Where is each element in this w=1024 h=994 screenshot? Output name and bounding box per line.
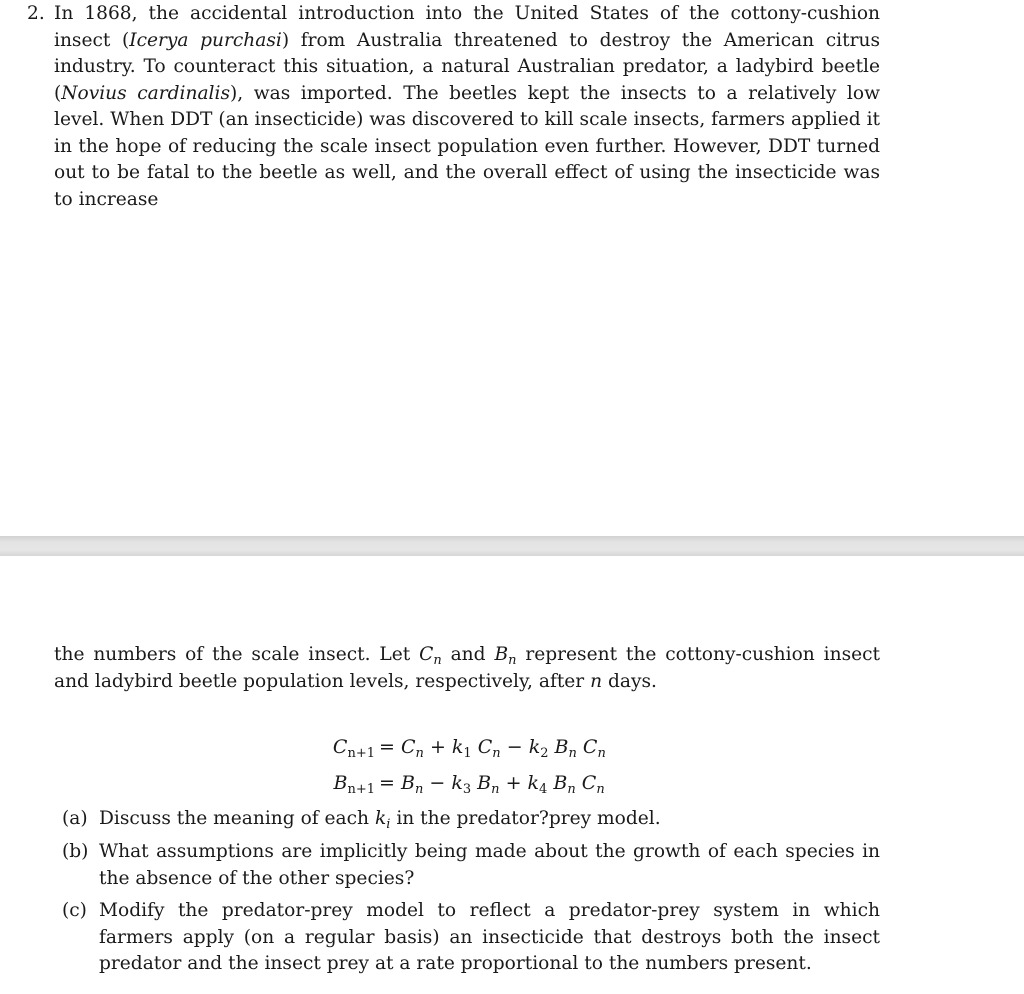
var-b-sub: n	[508, 653, 517, 668]
page-separator	[0, 536, 1024, 556]
cont-text-3: represent the cottony-cushion insect and ladybird beetle population levels, respectively, after	[54, 644, 880, 692]
species-predator: Novius cardinalis	[61, 82, 230, 104]
problem-intro-paragraph	[54, 1, 880, 213]
part-c-text: Modify the predator-prey model to reflect a predator-prey system in which farmers apply (on a regular basis) an insecticide that destroys both the insect predator and the insect prey at a rate proportional to the numbers present.	[99, 900, 880, 974]
var-c-sub: n	[433, 653, 442, 668]
intro-text-1: In 1868, the accidental introduction into the United States of the cottony-cushion insect (	[54, 3, 880, 51]
part-a-label: (a)	[62, 808, 88, 829]
eq2-left-var: B	[333, 772, 348, 794]
part-b-text: What assumptions are implicitly being made about the growth of each species in the absence of the other species?	[99, 841, 880, 889]
eq1-left-sub: n+1	[347, 746, 375, 761]
cont-text-1: the numbers of the scale insect. Let	[54, 644, 420, 665]
intro-text-2: ) from Australia threatened to destroy the American citrus industry. To counteract this situation, a natural Australian predator, a ladybird beetle (	[54, 29, 880, 104]
eq2-left-sub: n+1	[347, 782, 375, 797]
cont-text-2: and	[441, 644, 495, 665]
problem-continuation-paragraph	[54, 642, 880, 695]
var-n: n	[590, 670, 603, 692]
problem-number: 2.	[27, 3, 45, 24]
species-prey: Icerya purchasi	[129, 29, 282, 51]
part-a-text	[99, 806, 880, 833]
part-a-var: k	[374, 808, 387, 829]
part-a-text-1: Discuss the meaning of each	[99, 808, 375, 829]
eq1-left-var: C	[332, 736, 348, 758]
part-a-text-2: in the predator?prey model.	[390, 808, 661, 829]
cont-text-4: days.	[602, 670, 657, 692]
part-a-sub: i	[386, 817, 391, 832]
intro-text-3: ), was imported. The beetles kept the insects to a relatively low level. When DDT (an insecticide) was discovered to kill scale insects, farmers applied it in the hope of reducing the scale insect population even further. However, DDT turned out to be fatal to the beetle as well, and the overall effect of using the insecticide was to increase	[54, 82, 881, 210]
page-bottom	[0, 556, 1024, 994]
part-c-label: (c)	[62, 900, 87, 921]
part-b-label: (b)	[62, 841, 89, 862]
eq1-right: = $C_n + k_1$ $C_n - k_2$ $B_n$ $C_n$	[379, 736, 606, 761]
var-c: C	[419, 644, 434, 665]
eq2-right: = $B_n - k_3$ $B_n + k_4$ $B_n$ $C_n$	[379, 772, 605, 797]
var-b: B	[494, 644, 509, 665]
